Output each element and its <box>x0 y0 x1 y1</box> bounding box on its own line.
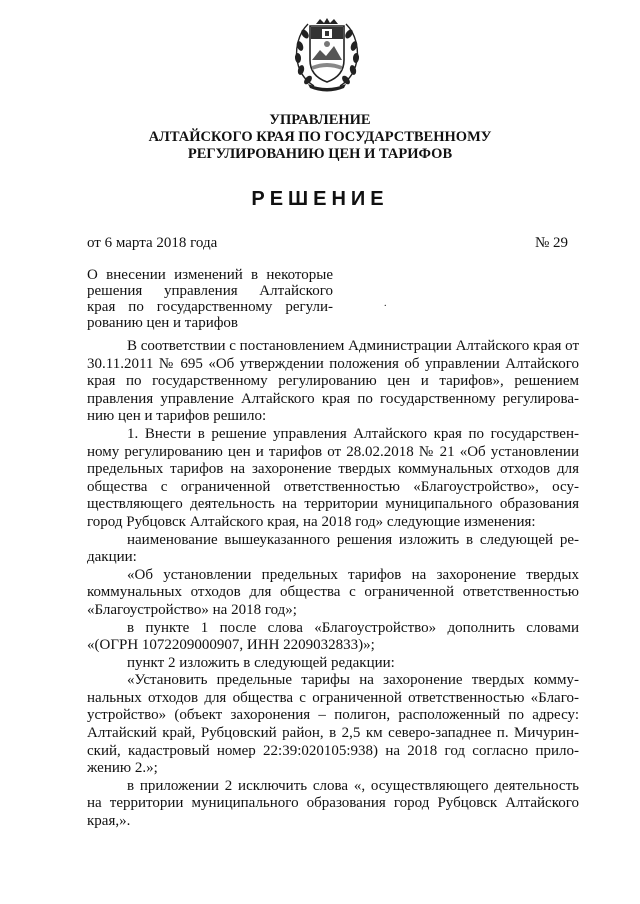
subject-line: рованию цен и тарифов <box>87 315 239 331</box>
document-number: № 29 <box>534 235 568 251</box>
body-line: В соответствии с постановлением Администрации Алтайского края от <box>127 338 579 354</box>
body-line: жению 2.»; <box>87 760 158 777</box>
stray-dot: . <box>384 298 387 309</box>
body-line: пункт 2 изложить в следующей редакции: <box>127 654 395 671</box>
body-line: наименование вышеуказанного решения изложить в следующей ре- <box>127 531 579 548</box>
body-line: 1. Внести в решение управления Алтайского края по государствен- <box>127 425 579 442</box>
body-line: в пункте 1 после слова «Благоустройство» дополнить словами <box>127 619 579 636</box>
body-line: «(ОГРН 1072209000907, ИНН 2209032833)»; <box>87 637 375 654</box>
body-line: общества с ограниченной ответственностью «Благоустройство», осу- <box>87 478 579 495</box>
document-type-title: РЕШЕНИЕ <box>251 188 389 210</box>
organization-name-line-3: РЕГУЛИРОВАНИЮ ЦЕН И ТАРИФОВ <box>187 146 453 162</box>
coat-of-arms-icon <box>292 16 362 92</box>
body-line: Алтайский край, Рубцовский район, в 2,5 км северо-западнее п. Мичурин- <box>87 725 579 742</box>
subject-line: края по государственному регули- <box>87 299 333 315</box>
body-line: правления управление Алтайского края по государственному регулирова- <box>87 390 579 407</box>
body-line: ществляющего деятельность на территории муниципального образования <box>87 496 579 513</box>
body-line: края,». <box>87 813 131 830</box>
body-line: ский, кадастровый номер 22:39:020105:938) на 2018 год согласно прило- <box>87 742 579 759</box>
document-date: от 6 марта 2018 года <box>87 235 218 251</box>
body-line: нию цен и тарифов решило: <box>87 408 267 425</box>
body-line: дакции: <box>87 549 137 566</box>
body-line: в приложении 2 исключить слова «, осуществляющего деятельность <box>127 777 579 794</box>
subject-line: решения управления Алтайского <box>87 283 333 299</box>
body-line: коммунальных отходов для общества с ограниченной ответственностью <box>87 584 579 601</box>
document-body <box>87 338 579 831</box>
subject-line: О внесении изменений в некоторые <box>87 267 333 283</box>
document-subject <box>87 267 333 331</box>
body-line: город Рубцовск Алтайского края, на 2018 год» следующие изменения: <box>87 513 536 530</box>
organization-name-line-1: УПРАВЛЕНИЕ <box>269 112 371 128</box>
body-line: ному регулированию цен и тарифов от 28.02.2018 № 21 «Об установлении <box>87 443 579 460</box>
body-line: предельных тарифов на захоронение твердых коммунальных отходов для <box>87 461 579 478</box>
body-line: «Установить предельные тарифы на захоронение твердых комму- <box>127 672 579 689</box>
organization-name-line-2: АЛТАЙСКОГО КРАЯ ПО ГОСУДАРСТВЕННОМУ <box>148 129 492 145</box>
body-line: 30.11.2011 № 695 «Об утверждении положения об управлении Алтайского <box>87 355 579 372</box>
body-line: устройство» (объект захоронения – полигон, расположенный по адресу: <box>87 707 579 724</box>
body-line: нальных отходов для общества с ограниченной ответственностью «Благо- <box>87 689 579 706</box>
body-line: на территории муниципального образования город Рубцовск Алтайского <box>87 795 579 812</box>
body-line: «Благоустройство» на 2018 год»; <box>87 601 297 618</box>
body-line: «Об установлении предельных тарифов на захоронение твердых <box>127 566 579 583</box>
body-line: края по государственному регулированию цен и тарифов», решением <box>87 373 579 390</box>
